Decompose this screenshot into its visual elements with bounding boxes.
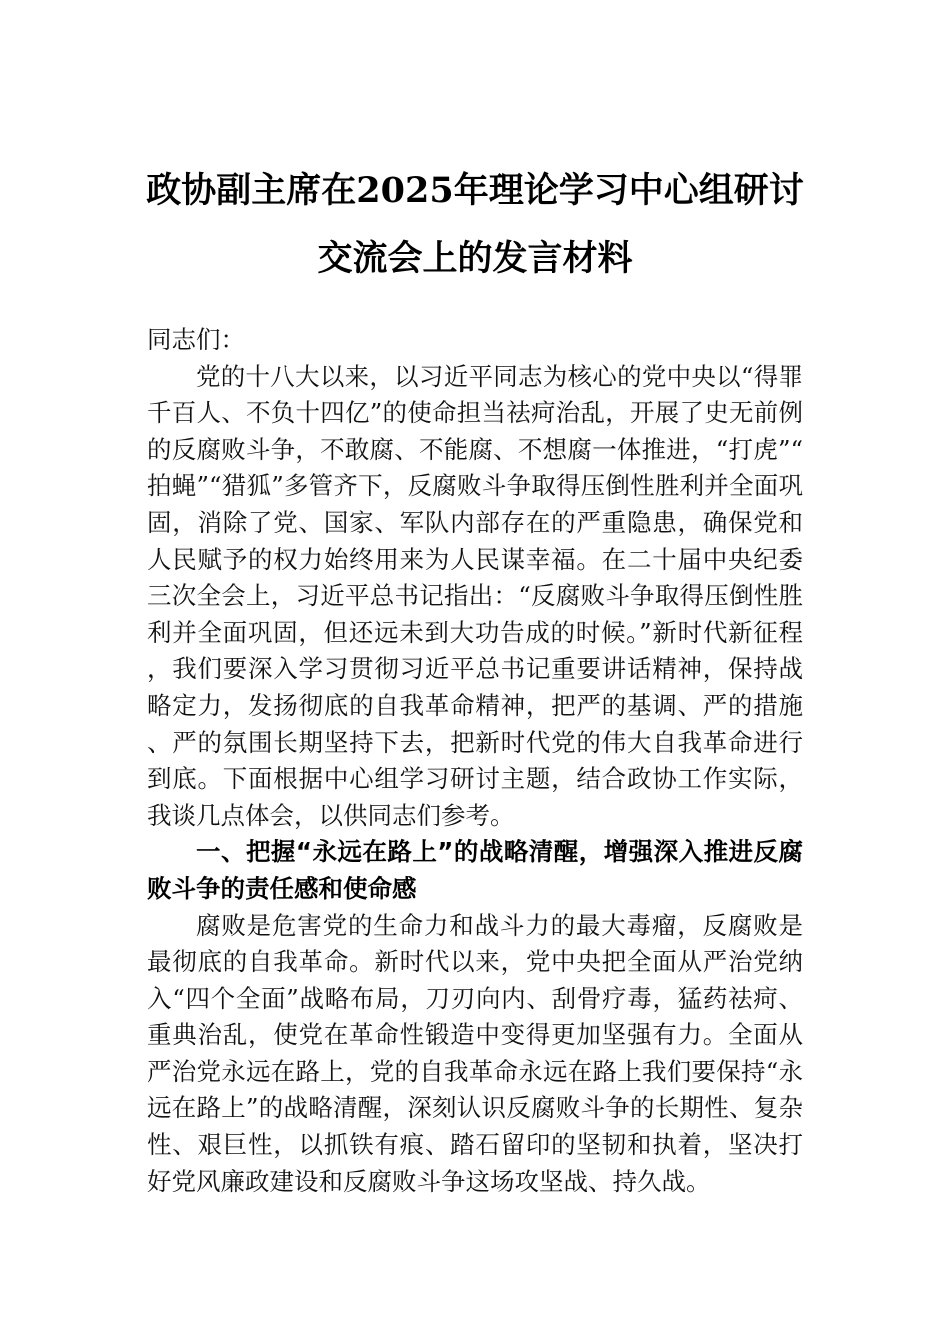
document-title-line1: 政协副主席在2025年理论学习中心组研讨 bbox=[146, 170, 804, 211]
document-body bbox=[147, 322, 803, 1200]
document-title-line2: 交流会上的发言材料 bbox=[317, 238, 633, 279]
paragraph-section-1: 腐败是危害党的生命力和战斗力的最大毒瘤，反腐败是最彻底的自我革命。新时代以来，党中央把全面从严治党纳入“四个全面”战略布局，刀刃向内、刮骨疗毒，猛药祛疴、重典治乱，使党在革命性锻造中变得更加坚强有力。全面从严治党永远在路上，党的自我革命永远在路上我们要保持“永远在路上”的战略清醒，深刻认识反腐败斗争的长期性、复杂性、艰巨性，以抓铁有痕、踏石留印的坚韧和执着，坚决打好党风廉政建设和反腐败斗争这场攻坚战、持久战。 bbox=[147, 910, 803, 1196]
paragraph-intro: 党的十八大以来，以习近平同志为核心的党中央以“得罪千百人、不负十四亿”的使命担当祛疴治乱，开展了史无前例的反腐败斗争，不敢腐、不能腐、不想腐一体推进，“打虎”“拍蝇”“猎狐”多管齐下，反腐败斗争取得压倒性胜利并全面巩固，消除了党、国家、军队内部存在的严重隐患，确保党和人民赋予的权力始终用来为人民谋幸福。在二十届中央纪委三次全会上，习近平总书记指出：“反腐败斗争取得压倒性胜利并全面巩固，但还远未到大功告成的时候。”新时代新征程，我们要深入学习贯彻习近平总书记重要讲话精神，保持战略定力，发扬彻底的自我革命精神，把严的基调、严的措施、严的氛围长期坚持下去，把新时代党的伟大自我革命进行到底。下面根据中心组学习研讨主题，结合政协工作实际，我谈几点体会，以供同志们参考。 bbox=[147, 361, 803, 830]
salutation: 同志们： bbox=[147, 325, 245, 354]
section-heading-1: 一、把握“永远在路上”的战略清醒，增强深入推进反腐败斗争的责任感和使命感 bbox=[147, 837, 803, 903]
